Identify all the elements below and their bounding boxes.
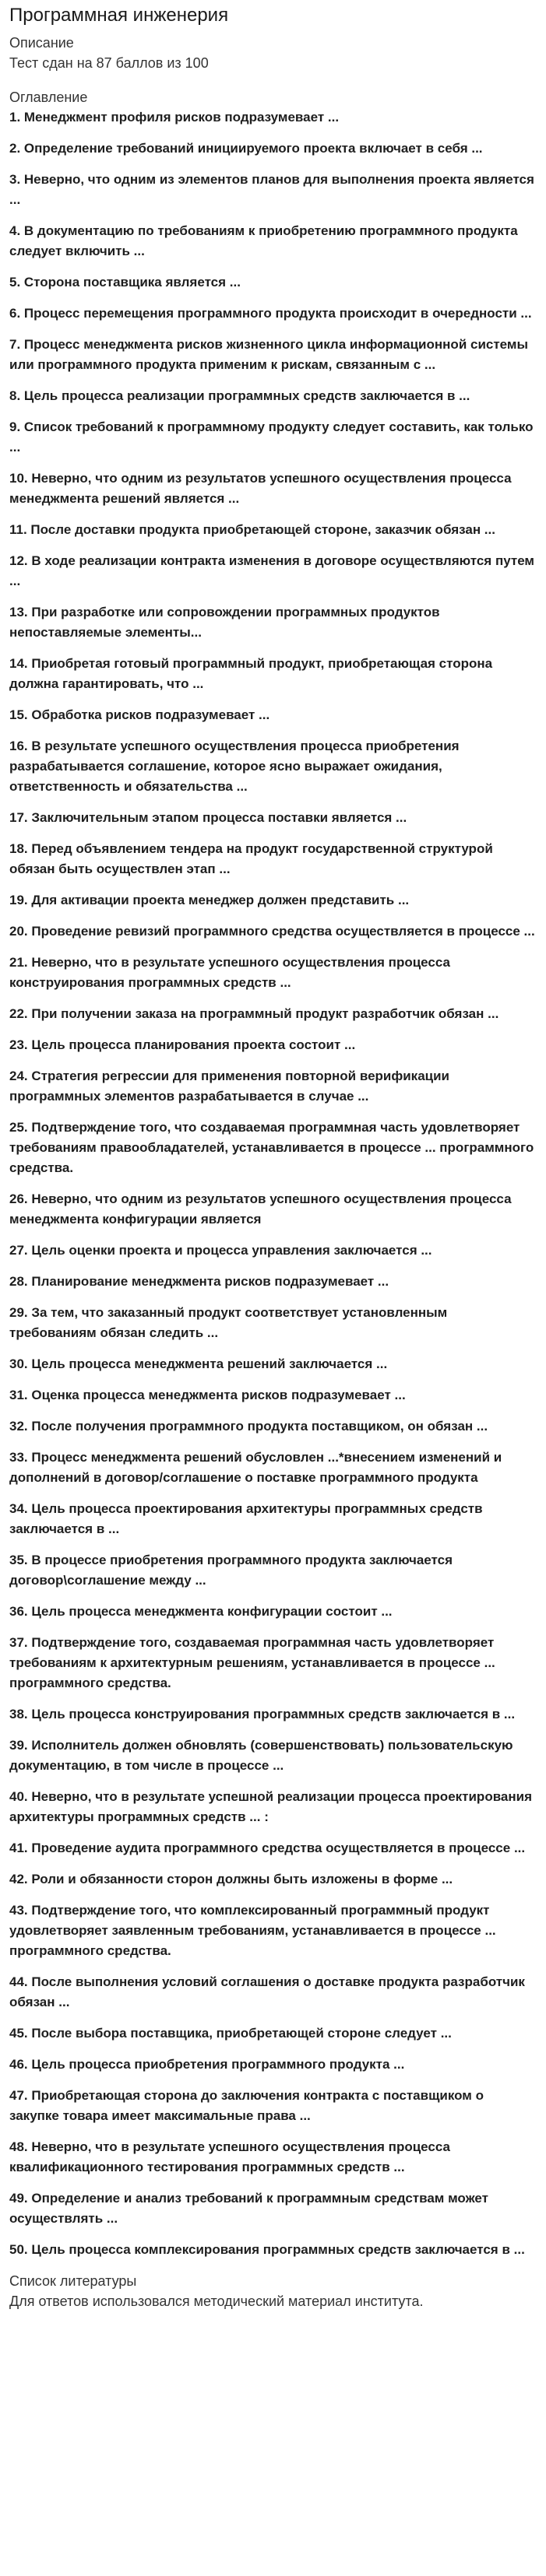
toc-item[interactable]: 12. В ходе реализации контракта изменения в договоре осуществляются путем ... xyxy=(9,553,535,588)
toc-item[interactable]: 10. Неверно, что одним из результатов успешного осуществления процесса менеджмента решений является ... xyxy=(9,471,512,506)
toc-item[interactable]: 21. Неверно, что в результате успешного осуществления процесса конструирования программных средств ... xyxy=(9,955,450,990)
toc-item[interactable]: 47. Приобретающая сторона до заключения контракта с поставщиком о закупке товара имеет максимальные права ... xyxy=(9,2088,484,2123)
toc-item[interactable]: 2. Определение требований инициируемого проекта включает в себя ... xyxy=(9,141,483,156)
toc-item[interactable]: 23. Цель процесса планирования проекта состоит ... xyxy=(9,1037,356,1052)
toc-item[interactable]: 25. Подтверждение того, что создаваемая программная часть удовлетворяет требованиям правообладателей, устанавливается в процессе ... программного средства. xyxy=(9,1120,534,1175)
page-title: Программная инженерия xyxy=(9,5,229,26)
toc-item[interactable]: 28. Планирование менеджмента рисков подразумевает ... xyxy=(9,1274,389,1289)
toc-item[interactable]: 1. Менеджмент профиля рисков подразумевает ... xyxy=(9,110,340,125)
toc-item[interactable]: 5. Сторона поставщика является ... xyxy=(9,275,241,290)
toc-item[interactable]: 48. Неверно, что в результате успешного осуществления процесса квалификационного тестирования программных средств ... xyxy=(9,2139,450,2174)
toc-item[interactable]: 20. Проведение ревизий программного средства осуществляется в процессе ... xyxy=(9,924,535,939)
toc-item[interactable]: 29. За тем, что заказанный продукт соответствует установленным требованиям обязан следить ... xyxy=(9,1305,448,1340)
literature-label: Список литературы xyxy=(9,2273,137,2289)
toc-item[interactable]: 8. Цель процесса реализации программных средств заключается в ... xyxy=(9,388,470,403)
toc-item[interactable]: 26. Неверно, что одним из результатов успешного осуществления процесса менеджмента конфигурации является xyxy=(9,1191,512,1227)
toc-item[interactable]: 49. Определение и анализ требований к программным средствам может осуществлять ... xyxy=(9,2191,488,2226)
description-text: Тест сдан на 87 баллов из 100 xyxy=(9,55,209,71)
toc-item[interactable]: 35. В процессе приобретения программного продукта заключается договор\соглашение между ... xyxy=(9,1553,453,1588)
toc-item[interactable]: 13. При разработке или сопровождении программных продуктов непоставляемые элементы... xyxy=(9,605,440,640)
toc-item[interactable]: 38. Цель процесса конструирования программных средств заключается в ... xyxy=(9,1707,516,1721)
toc-item[interactable]: 15. Обработка рисков подразумевает ... xyxy=(9,707,270,722)
toc-item[interactable]: 7. Процесс менеджмента рисков жизненного цикла информационной системы или программного продукта применим к рискам, связанным с ... xyxy=(9,337,528,372)
toc-item[interactable]: 50. Цель процесса комплексирования программных средств заключается в ... xyxy=(9,2242,525,2257)
toc-item[interactable]: 4. В документацию по требованиям к приобретению программного продукта следует включить ... xyxy=(9,223,518,258)
toc-item[interactable]: 43. Подтверждение того, что комплексированный программный продукт удовлетворяет заявленным требованиям, устанавливается в процессе ... программного средства. xyxy=(9,1903,496,1958)
toc-item[interactable]: 6. Процесс перемещения программного продукта происходит в очередности ... xyxy=(9,306,532,321)
toc-item[interactable]: 30. Цель процесса менеджмента решений заключается ... xyxy=(9,1356,388,1371)
toc-item[interactable]: 44. После выполнения условий соглашения о доставке продукта разработчик обязан ... xyxy=(9,1974,525,2009)
toc-item[interactable]: 45. После выбора поставщика, приобретающей стороне следует ... xyxy=(9,2026,452,2041)
toc-item[interactable]: 9. Список требований к программному продукту следует составить, как только ... xyxy=(9,419,534,454)
toc-item[interactable]: 14. Приобретая готовый программный продукт, приобретающая сторона должна гарантировать, что ... xyxy=(9,656,493,691)
toc-item[interactable]: 18. Перед объявлением тендера на продукт государственной структурой обязан быть осуществлен этап ... xyxy=(9,841,493,876)
toc-item[interactable]: 32. После получения программного продукта поставщиком, он обязан ... xyxy=(9,1419,488,1434)
toc-item[interactable]: 22. При получении заказа на программный продукт разработчик обязан ... xyxy=(9,1006,499,1021)
toc-item[interactable]: 16. В результате успешного осуществления процесса приобретения разрабатывается соглашение, которое ясно выражает ожидания, ответственность и обязательства ... xyxy=(9,739,460,794)
toc-item[interactable]: 34. Цель процесса проектирования архитектуры программных средств заключается в ... xyxy=(9,1501,483,1536)
toc-item[interactable]: 11. После доставки продукта приобретающей стороне, заказчик обязан ... xyxy=(9,522,495,537)
toc-item[interactable]: 41. Проведение аудита программного средства осуществляется в процессе ... xyxy=(9,1841,526,1855)
toc-item[interactable]: 17. Заключительным этапом процесса поставки является ... xyxy=(9,810,407,825)
toc-item[interactable]: 19. Для активации проекта менеджер должен представить ... xyxy=(9,893,410,907)
toc-item[interactable]: 27. Цель оценки проекта и процесса управления заключается ... xyxy=(9,1243,432,1258)
toc-item[interactable]: 36. Цель процесса менеджмента конфигурации состоит ... xyxy=(9,1604,393,1619)
toc-item[interactable]: 37. Подтверждение того, создаваемая программная часть удовлетворяет требованиям к архитектурным решениям, устанавливается в процессе ... программного средства. xyxy=(9,1635,495,1690)
toc-item[interactable]: 39. Исполнитель должен обновлять (совершенствовать) пользовательскую документацию, в том числе в процессе ... xyxy=(9,1738,513,1773)
toc-item[interactable]: 31. Оценка процесса менеджмента рисков подразумевает ... xyxy=(9,1388,406,1402)
toc-item[interactable]: 42. Роли и обязанности сторон должны быть изложены в форме ... xyxy=(9,1872,453,1886)
toc-item[interactable]: 33. Процесс менеджмента решений обусловлен ...*внесением изменений и дополнений в договор/соглашение о поставке программного продукта xyxy=(9,1450,502,1485)
toc-label: Оглавление xyxy=(9,89,88,105)
toc-item[interactable]: 24. Стратегия регрессии для применения повторной верификации программных элементов разрабатывается в случае ... xyxy=(9,1069,450,1104)
toc-item[interactable]: 3. Неверно, что одним из элементов планов для выполнения проекта является ... xyxy=(9,172,534,207)
toc-item[interactable]: 40. Неверно, что в результате успешной реализации процесса проектирования архитектуры программных средств ... : xyxy=(9,1789,533,1824)
literature-text: Для ответов использовался методический материал института. xyxy=(9,2293,424,2309)
table-of-contents xyxy=(9,107,537,2260)
toc-item[interactable]: 46. Цель процесса приобретения программного продукта ... xyxy=(9,2057,405,2072)
description-label: Описание xyxy=(9,35,74,51)
